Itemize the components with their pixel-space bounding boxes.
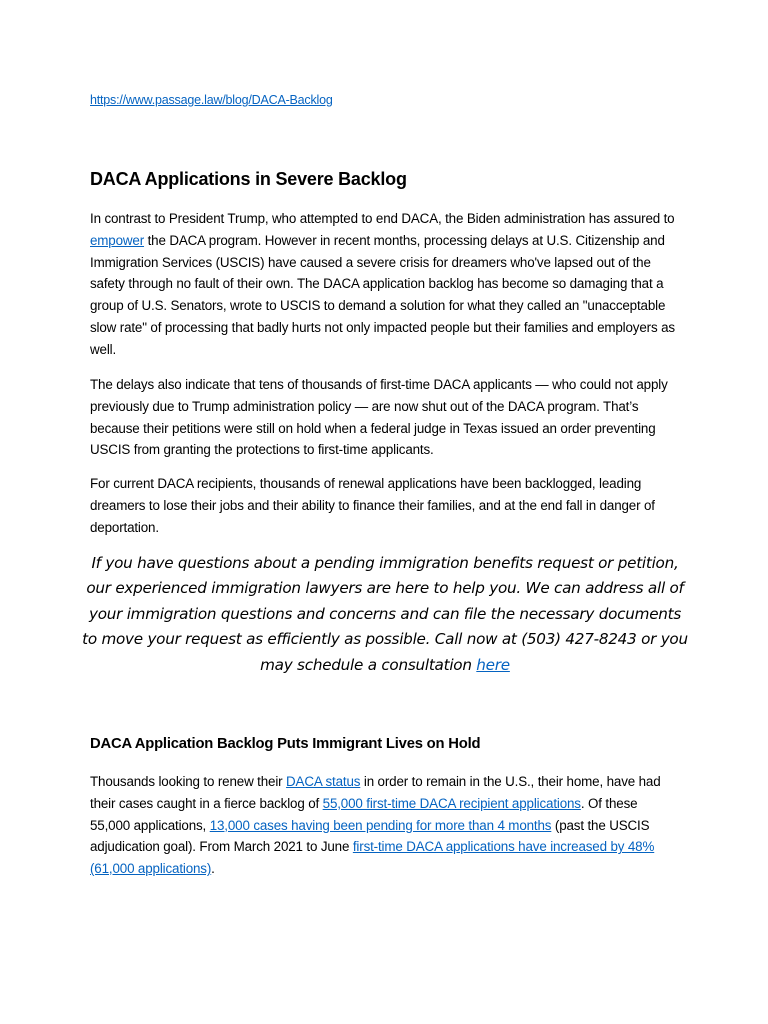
paragraph-text: . Of these 55,000 applications, bbox=[90, 795, 638, 833]
empower-link[interactable]: empower bbox=[90, 232, 145, 248]
section-subheading: DACA Application Backlog Puts Immigrant Lives on Hold bbox=[90, 736, 481, 752]
source-url-link[interactable]: https://www.passage.law/blog/DACA-Backlog bbox=[90, 93, 333, 107]
paragraph-delays: The delays also indicate that tens of thousands of first-time DACA applicants — who could not apply previously due to Trump administration policy — are now shut out of the DACA program. That’s because their petitions were still on hold when a federal judge in Texas issued an order preventing USCIS from granting the protections to first-time applicants. bbox=[90, 377, 668, 458]
applications-increase-link[interactable]: first-time DACA applications have increased by 48% (61,000 applications) bbox=[90, 839, 655, 877]
cases-pending-link[interactable]: 13,000 cases having been pending for more than 4 months bbox=[209, 817, 552, 833]
paragraph-text: in order to remain in the U.S., their home, have had their cases caught in a fierce backlog of bbox=[90, 774, 661, 811]
paragraph-text: Thousands looking to renew their bbox=[90, 774, 287, 789]
applications-55000-link[interactable]: 55,000 first-time DACA recipient applications bbox=[322, 795, 581, 811]
paragraph-text: In contrast to President Trump, who attempted to end DACA, the Biden administration has assured to bbox=[90, 211, 675, 226]
callout-text: If you have questions about a pending immigration benefits request or petition, our experienced immigration lawyers are here to help you. We can address all of your immigration questions and concerns and can file the necessary documents to move your request as efficiently as possible. Call now at (503) 427-8243 or you may schedule a consultation bbox=[82, 554, 688, 674]
paragraph-text: . bbox=[211, 861, 215, 877]
paragraph-backlog bbox=[90, 771, 680, 880]
article-title: DACA Applications in Severe Backlog bbox=[90, 169, 407, 189]
daca-status-link[interactable]: DACA status bbox=[286, 774, 361, 789]
consultation-callout bbox=[80, 551, 690, 678]
consultation-here-link[interactable]: here bbox=[476, 655, 510, 674]
paragraph-text: the DACA program. However in recent months, processing delays at U.S. Citizenship and Immigration Services (USCIS) have caused a severe crisis for dreamers who've lapsed out of the safety through no fault of their own. The DACA application backlog has become so damaging that a group of U.S. Senators, wrote to USCIS to demand a solution for what they called an "unacceptable slow rate" of processing that badly hurts not only impacted people but their families and employers as well. bbox=[90, 232, 675, 357]
paragraph-intro bbox=[90, 208, 680, 361]
paragraph-recipients: For current DACA recipients, thousands of renewal applications have been backlogged, leading dreamers to lose their jobs and their ability to finance their families, and at the end fall in danger of deportation. bbox=[90, 476, 655, 535]
paragraph-text: (past the USCIS adjudication goal). From March 2021 to June bbox=[90, 817, 650, 855]
